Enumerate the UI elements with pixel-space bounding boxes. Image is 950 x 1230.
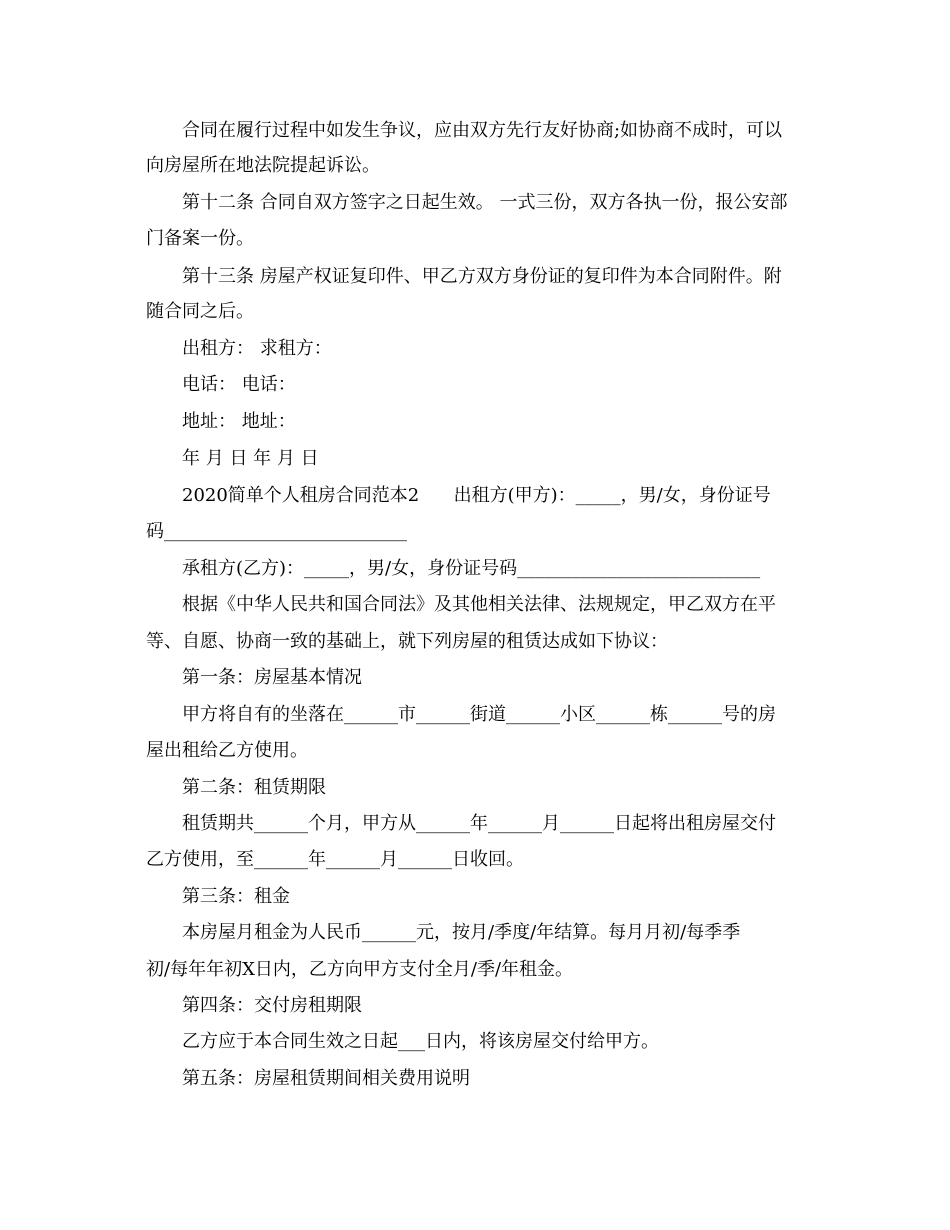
paragraph-line: 本房屋月租金为人民币______元，按月/季度/年结算。每月月初/每季季 [182,922,741,943]
paragraph-line: 码___________________________ [146,521,407,542]
article-heading: 第四条：交付房租期限 [182,995,362,1016]
article-heading: 第五条：房屋租赁期间相关费用说明 [182,1068,470,1089]
article-heading: 第二条：租赁期限 [182,777,326,798]
paragraph-line: 向房屋所在地法院提起诉讼。 [146,155,380,176]
paragraph-line: 第十三条 房屋产权证复印件、甲乙方双方身份证的复印件为本合同附件。附 [182,266,782,287]
paragraph-line: 甲方将自有的坐落在______市______街道______小区______栋______号的房 [182,704,776,725]
paragraph-line: 合同在履行过程中如发生争议，应由双方先行友好协商;如协商不成时，可以 [182,120,783,141]
paragraph-line: 乙方使用，至______年______月______日收回。 [146,849,524,870]
paragraph-line: 乙方应于本合同生效之日起___日内，将该房屋交付给甲方。 [182,1031,659,1052]
article-heading: 第三条：租金 [182,886,290,907]
paragraph-line: 屋出租给乙方使用。 [146,740,308,761]
paragraph-line: 第十二条 合同自双方签字之日起生效。 一式三份，双方各执一份，报公安部 [182,192,788,213]
signature-address-line: 地址： 地址： [182,411,296,432]
paragraph-line: 等、自愿、协商一致的基础上，就下列房屋的租赁达成如下协议： [146,631,668,652]
signature-party-line: 出租方： 求租方： [182,338,332,359]
contract-title-line: 2020简单个人租房合同范本2 出租方(甲方)：_____，男/女，身份证号 [182,485,771,506]
signature-phone-line: 电话： 电话： [182,374,296,395]
signature-date-line: 年 月 日 年 月 日 [182,448,319,469]
paragraph-line: 根据《中华人民共和国合同法》及其他相关法律、法规规定，甲乙双方在平 [182,594,776,615]
paragraph-line: 初/每年年初X日内，乙方向甲方支付全月/季/年租金。 [146,959,574,980]
paragraph-line: 租赁期共______个月，甲方从______年______月______日起将出租房屋交付 [182,813,776,834]
lessee-line: 承租方(乙方)：_____，男/女，身份证号码___________________________ [182,558,761,579]
paragraph-line: 门备案一份。 [146,228,254,249]
article-heading: 第一条：房屋基本情况 [182,667,362,688]
paragraph-line: 随合同之后。 [146,301,254,322]
